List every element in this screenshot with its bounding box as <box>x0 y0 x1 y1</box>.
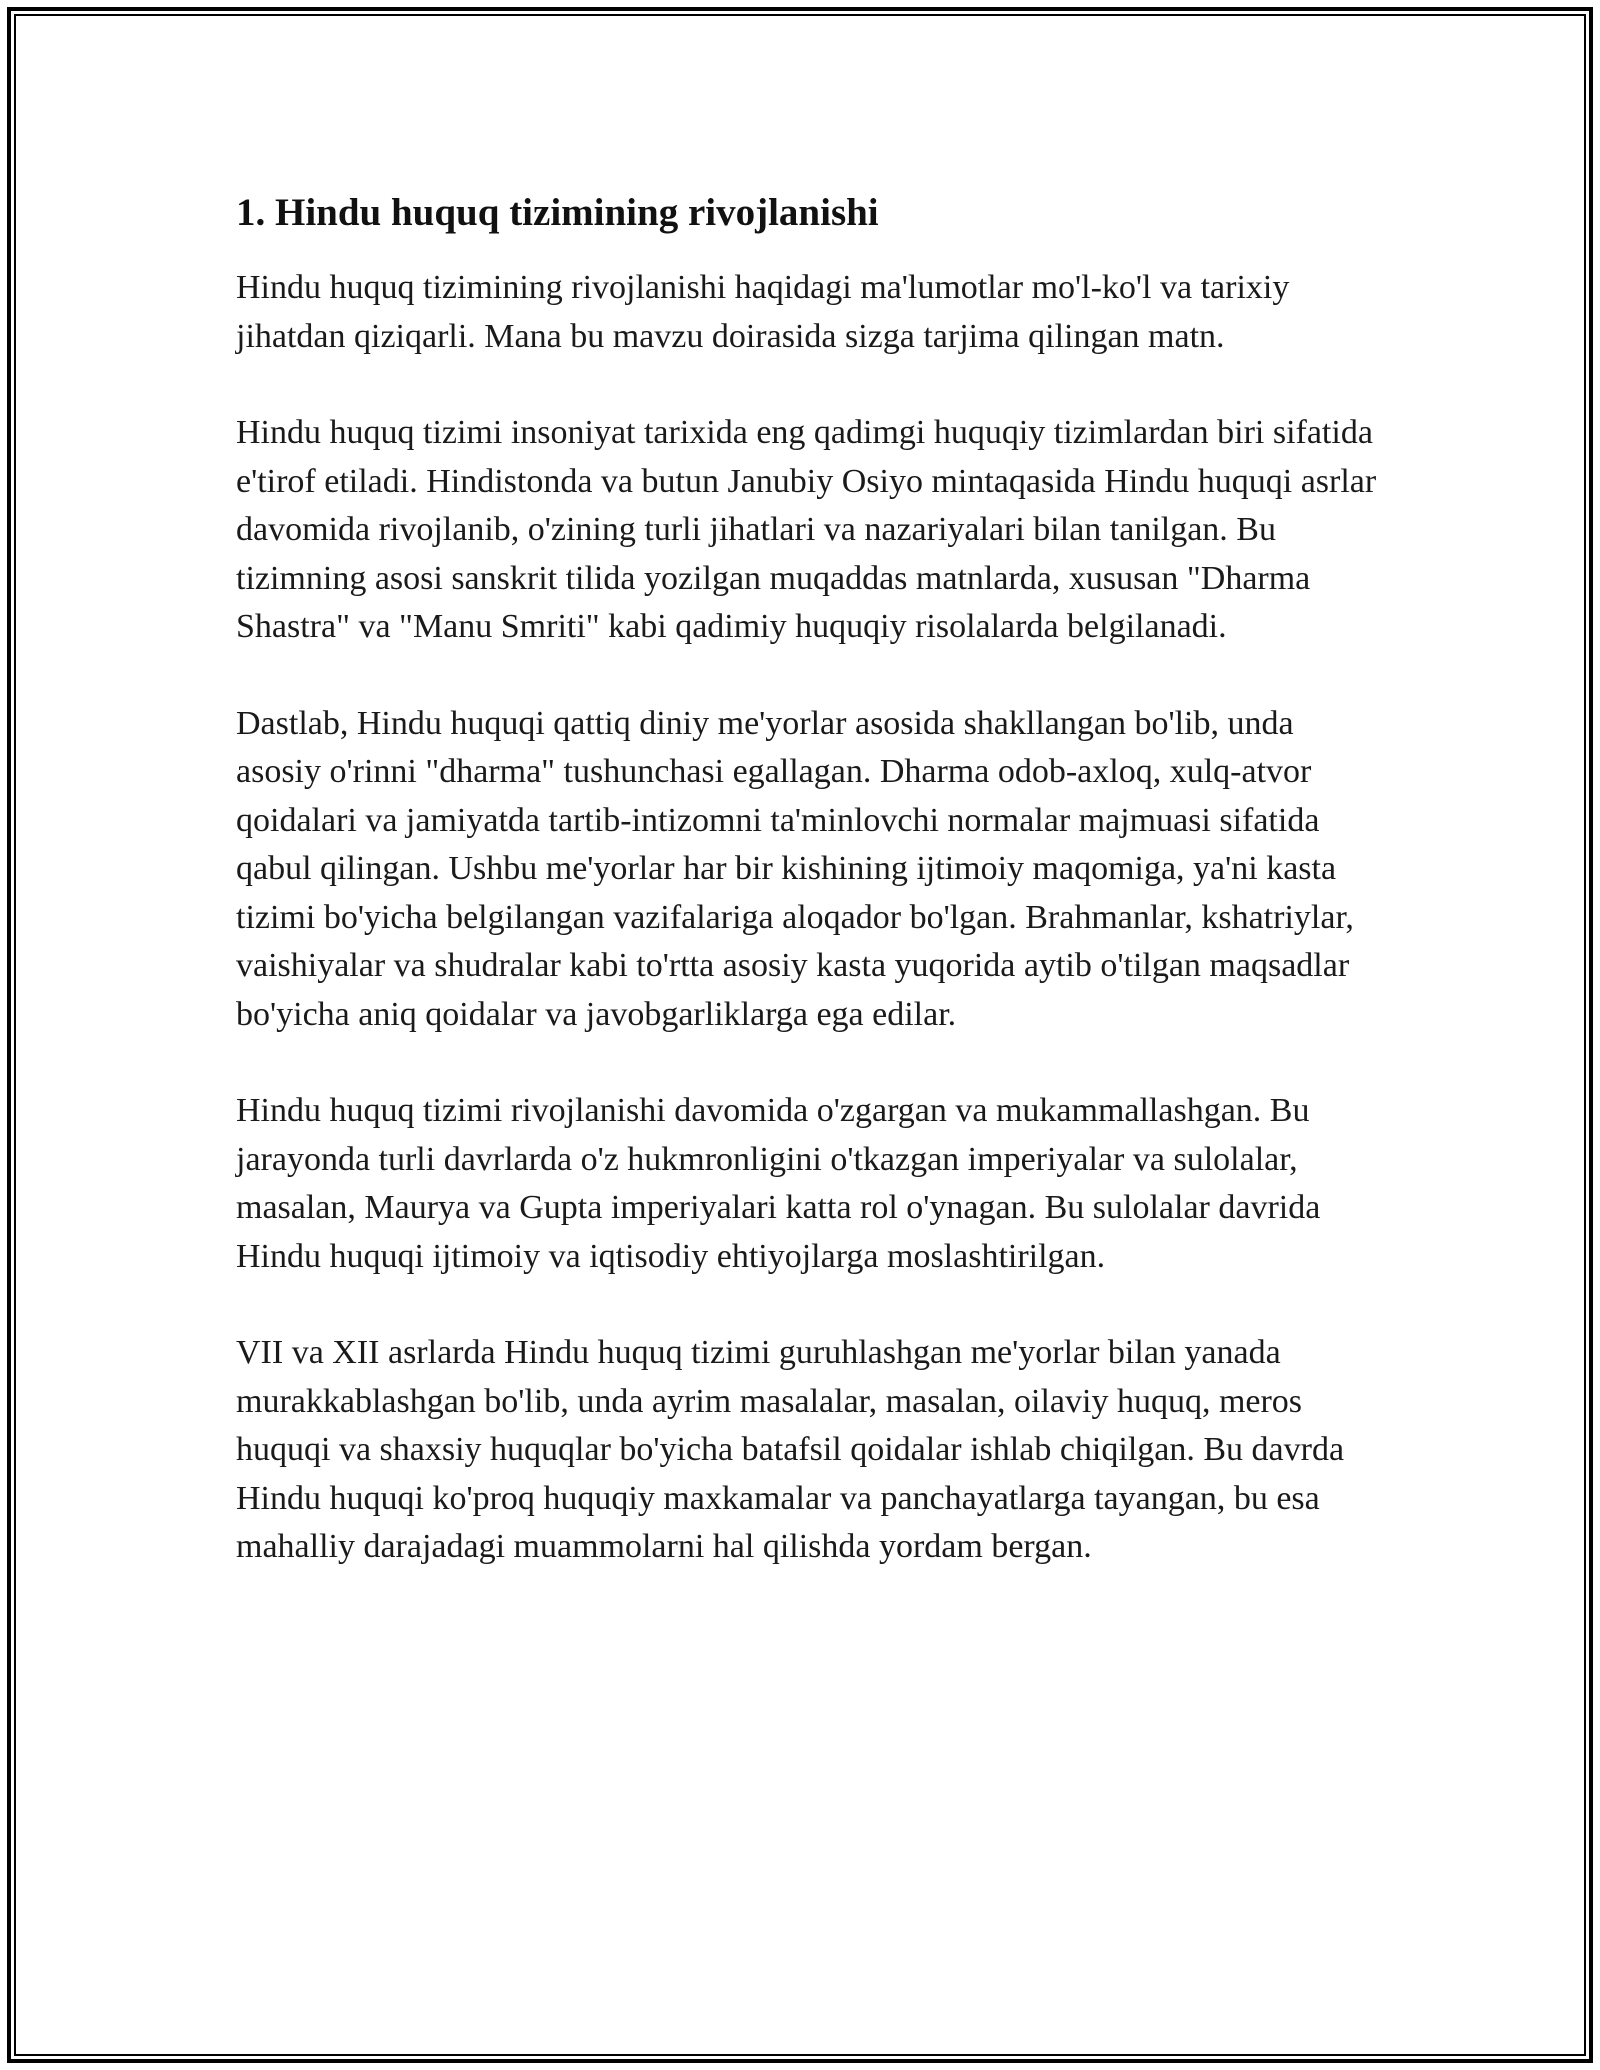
paragraph-dharma: Dastlab, Hindu huquqi qattiq diniy me'yorlar asosida shakllangan bo'lib, unda asosiy o'rinni "dharma" tushunchasi egallagan. Dharma odob-axloq, xulq-atvor qoidalari va jamiyatda tartib-intizomni ta'minlovchi normalar majmuasi sifatida qabul qilingan. Ushbu me'yorlar har bir kishining ijtimoiy maqomiga, ya'ni kasta tizimi bo'yicha belgilangan vazifalariga aloqador bo'lgan. Brahmanlar, kshatriylar, vaishiyalar va shudralar kabi to'rtta asosiy kasta yuqorida aytib o'tilgan maqsadlar bo'yicha aniq qoidalar va javobgarliklarga ega edilar. <box>236 704 1354 1033</box>
paragraph-origins: Hindu huquq tizimi insoniyat tarixida eng qadimgi huquqiy tizimlardan biri sifatida e'tirof etiladi. Hindistonda va butun Janubiy Osiyo mintaqasida Hindu huquqi asrlar davomida rivojlanib, o'zining turli jihatlari va nazariyalari bilan tanilgan. Bu tizimning asosi sanskrit tilida yozilgan muqaddas matnlarda, xususan "Dharma Shastra" va "Manu Smriti" kabi qadimiy huquqiy risolalarda belgilanadi. <box>236 414 1377 645</box>
paragraph-intro: Hindu huquq tizimining rivojlanishi haqidagi ma'lumotlar mo'l-ko'l va tarixiy jihatdan qiziqarli. Mana bu mavzu doirasida sizga tarjima qilingan matn. <box>236 269 1290 355</box>
paragraph-empires: Hindu huquq tizimi rivojlanishi davomida o'zgargan va mukammallashgan. Bu jarayonda turli davrlarda o'z hukmronligini o'tkazgan imperiyalar va sulolalar, masalan, Maurya va Gupta imperiyalari katta rol o'ynagan. Bu sulolalar davrida Hindu huquqi ijtimoiy va iqtisodiy ehtiyojlarga moslashtirilgan. <box>236 1092 1321 1275</box>
document-body <box>236 188 1386 1620</box>
paragraph-medieval: VII va XII asrlarda Hindu huquq tizimi guruhlashgan me'yorlar bilan yanada murakkablashgan bo'lib, unda ayrim masalalar, masalan, oilaviy huquq, meros huquqi va shaxsiy huquqlar bo'yicha batafsil qoidalar ishlab chiqilgan. Bu davrda Hindu huquqi ko'proq huquqiy maxkamalar va panchayatlarga tayangan, bu esa mahalliy darajadagi muammolarni hal qilishda yordam bergan. <box>236 1334 1345 1565</box>
section-heading: 1. Hindu huquq tizimining rivojlanishi <box>236 191 879 234</box>
